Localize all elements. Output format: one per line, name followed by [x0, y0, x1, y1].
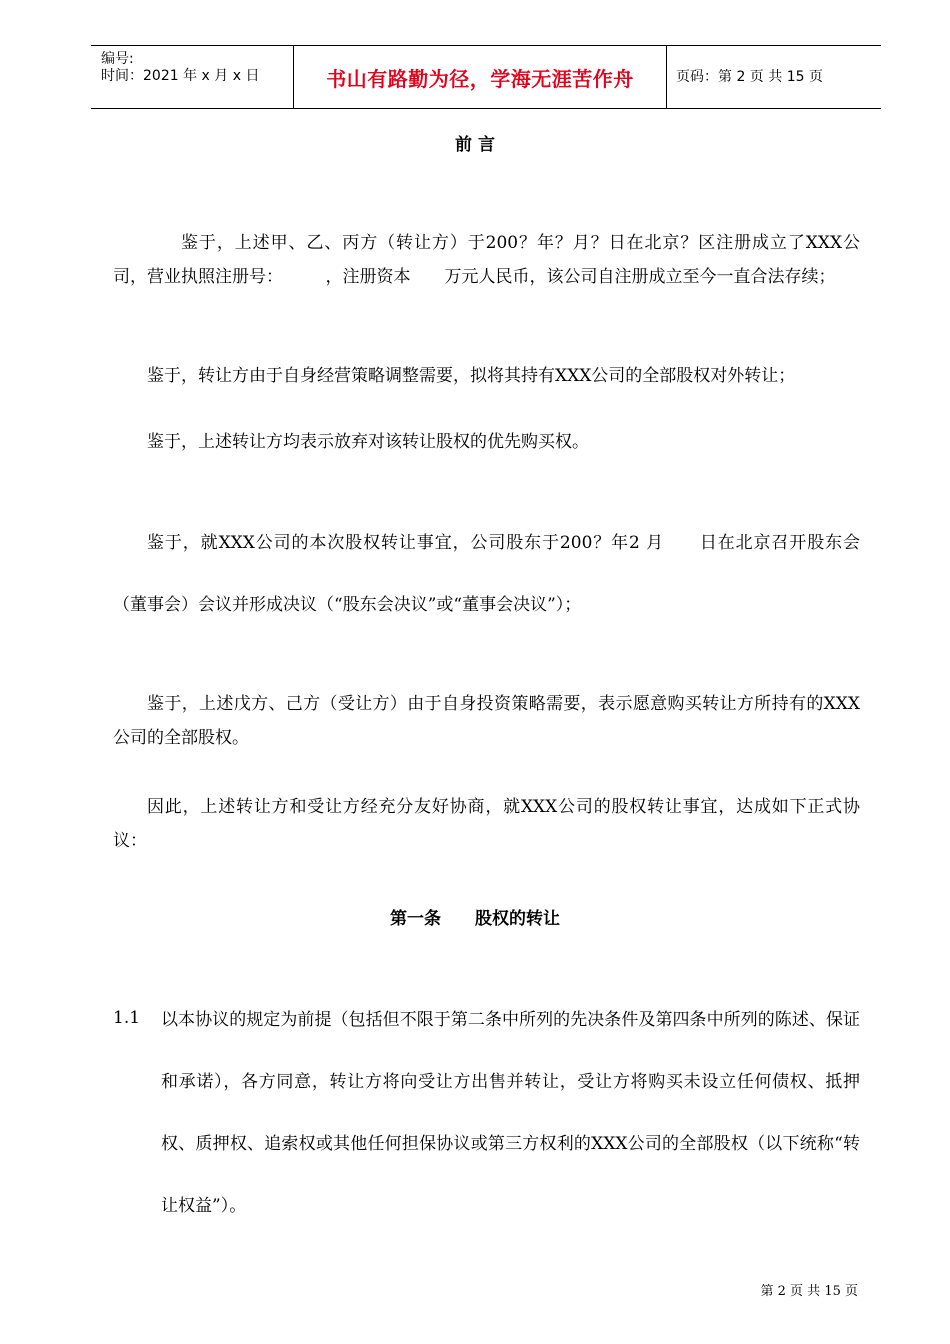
header-motto-cell: [293, 46, 667, 108]
paragraph-5: 鉴于，上述戊方、己方（受让方）由于自身投资策略需要，表示愿意购买转让方所持有的XXX公司的全部股权。: [113, 694, 860, 748]
paragraph-1: 鉴于，上述甲、乙、丙方（转让方）于200？年？月？日在北京？区注册成立了XXX公司，营业执照注册号： ，注册资本 万元人民币，该公司自注册成立至今一直合法存续；: [113, 233, 860, 287]
paragraph-2: 鉴于，转让方由于自身经营策略调整需要，拟将其持有XXX公司的全部股权对外转让；: [147, 366, 796, 386]
clause-text: 以本协议的规定为前提（包括但不限于第二条中所列的先决条件及第四条中所列的陈述、保证和承诺），各方同意，转让方将向受让方出售并转让，受让方将购买未设立任何债权、抵押权、质押权、追索权或其他任何担保协议或第三方权利的XXX公司的全部股权（以下统称“转让权益”）。: [161, 1010, 860, 1216]
header-motto: 书山有路勤为径，学海无涯苦作舟: [326, 66, 634, 91]
header-meta-cell: [91, 46, 293, 108]
paragraph-4: 鉴于，就XXX公司的本次股权转让事宜，公司股东于200？年2 月 日在北京召开股东会（董事会）会议并形成决议（“股东会决议”或“董事会决议”）；: [113, 533, 860, 615]
paragraph-3: 鉴于，上述转让方均表示放弃对该转让股权的优先购买权。: [147, 432, 589, 452]
doc-number-label: 编号:: [101, 51, 134, 67]
clause-number: 1.1: [113, 1008, 141, 1028]
doc-time-label: 时间：2021 年 x 月 x 日: [101, 68, 260, 84]
page-footer: 第 2 页 共 15 页: [760, 1284, 858, 1299]
page-header: [91, 45, 881, 109]
article-1-title: 第一条 股权的转让: [390, 909, 560, 929]
preface-title: 前 言: [455, 135, 495, 155]
header-page-label: 页码：第 2 页 共 15 页: [676, 69, 823, 85]
paragraph-6: 因此，上述转让方和受让方经充分友好协商，就XXX公司的股权转让事宜，达成如下正式协议：: [113, 797, 860, 851]
